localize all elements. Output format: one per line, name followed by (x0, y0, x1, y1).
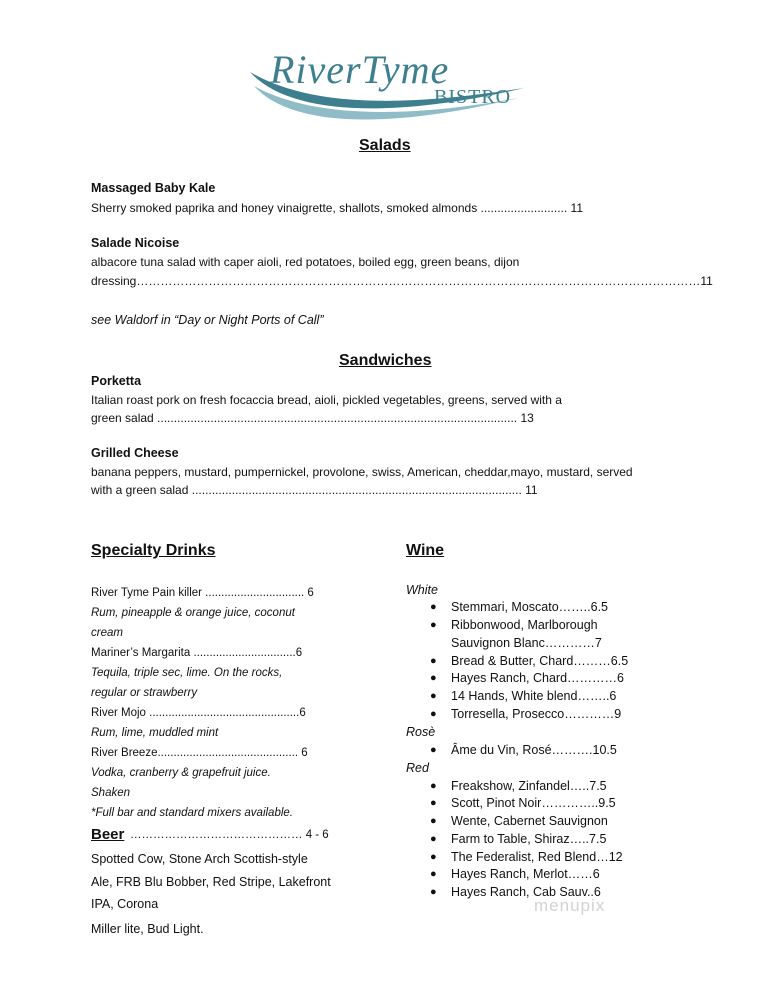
bullet-icon: ● (430, 851, 437, 863)
bullet-icon: ● (430, 690, 437, 702)
sandwiches-title: Sandwiches (339, 352, 432, 369)
drink-line: regular or strawberry (91, 687, 198, 699)
nicoise-desc-1: albacore tuna salad with caper aioli, red potatoes, boiled egg, green beans, dijon (91, 255, 520, 269)
grilled-cheese-desc-1: banana peppers, mustard, pumpernickel, provolone, swiss, American, cheddar,mayo, mustard, served (91, 465, 633, 479)
bullet-icon: ● (430, 797, 437, 809)
bullet-icon: ● (430, 815, 437, 827)
wine-item: Hayes Ranch, Cab Sauv..6 (451, 885, 601, 899)
beer-label: Beer (91, 826, 125, 843)
nicoise-desc-2: dressing……………………………………………………………………………………………………………………………11 (91, 274, 713, 288)
bullet-icon: ● (430, 619, 437, 631)
specialty-drinks-title: Specialty Drinks (91, 542, 216, 559)
nicoise-name: Salade Nicoise (91, 236, 180, 250)
bullet-icon: ● (430, 780, 437, 792)
logo (248, 46, 528, 128)
wine-item: Âme du Vin, Rosé……….10.5 (451, 743, 617, 757)
bullet-icon: ● (430, 601, 437, 613)
porketta-desc-2: green salad ............................................................................................................ 13 (91, 411, 534, 425)
bullet-icon: ● (430, 886, 437, 898)
wine-item: Hayes Ranch, Merlot……6 (451, 867, 600, 881)
bullet-icon: ● (430, 833, 437, 845)
drink-line: *Full bar and standard mixers available. (91, 807, 293, 819)
beer-list-line: Miller lite, Bud Light. (91, 922, 204, 936)
salads-title: Salads (359, 137, 411, 154)
menupix-watermark: menupix (534, 896, 606, 915)
beer-list-line: Ale, FRB Blu Bobber, Red Stripe, Lakefront (91, 875, 331, 889)
beer-list-line: IPA, Corona (91, 897, 159, 911)
bullet-icon: ● (430, 672, 437, 684)
wine-item: The Federalist, Red Blend…12 (451, 850, 623, 864)
bullet-icon: ● (430, 655, 437, 667)
wine-item: Torresella, Prosecco…………9 (451, 707, 622, 721)
grilled-cheese-desc-2: with a green salad ................................................................................................... 11 (91, 483, 538, 497)
red-wine-label: Red (406, 761, 429, 775)
grilled-cheese-name: Grilled Cheese (91, 446, 179, 460)
wine-item: Wente, Cabernet Sauvignon (451, 814, 608, 828)
drink-line: River Tyme Pain killer ............................... 6 (91, 587, 314, 599)
rose-wine-label: Rosè (406, 725, 436, 739)
logo-subtitle: BISTRO (434, 86, 512, 108)
beer-price: ……………………………………… 4 - 6 (130, 829, 329, 841)
wine-item: Ribbonwood, Marlborough (451, 618, 598, 632)
bullet-icon: ● (430, 708, 437, 720)
drink-line: cream (91, 627, 123, 639)
wine-title: Wine (406, 542, 445, 559)
white-wine-label: White (406, 583, 438, 597)
drink-line: Rum, lime, muddled mint (91, 727, 219, 739)
wine-item: Scott, Pinot Noir…………..9.5 (451, 796, 616, 810)
porketta-desc-1: Italian roast pork on fresh focaccia bread, aioli, pickled vegetables, greens, served with a (91, 393, 562, 407)
waldorf-note: see Waldorf in “Day or Night Ports of Call” (91, 313, 324, 327)
logo-name: RiverTyme (270, 47, 450, 92)
beer-list-line: Spotted Cow, Stone Arch Scottish-style (91, 852, 308, 866)
porketta-name: Porketta (91, 374, 142, 388)
drink-line: River Mojo ...............................................6 (91, 707, 306, 719)
wine-item: Farm to Table, Shiraz…..7.5 (451, 832, 607, 846)
drink-line: Shaken (91, 787, 131, 799)
kale-name: Massaged Baby Kale (91, 181, 216, 195)
wine-item-continued: Sauvignon Blanc…………7 (451, 636, 602, 650)
bullet-icon: ● (430, 868, 437, 880)
kale-desc: Sherry smoked paprika and honey vinaigrette, shallots, smoked almonds .......................... 11 (91, 201, 584, 215)
wine-item: Bread & Butter, Chard………6.5 (451, 654, 629, 668)
wine-item: 14 Hands, White blend……..6 (451, 689, 617, 703)
wine-item: Stemmari, Moscato……..6.5 (451, 600, 608, 614)
drink-line: Mariner’s Margarita ................................6 (91, 647, 303, 659)
bullet-icon: ● (430, 744, 437, 756)
drink-line: Vodka, cranberry & grapefruit juice. (91, 767, 271, 779)
drink-line: River Breeze............................................ 6 (91, 747, 308, 759)
drink-line: Tequila, triple sec, lime. On the rocks, (91, 667, 283, 679)
wine-item: Hayes Ranch, Chard…………6 (451, 671, 624, 685)
drink-line: Rum, pineapple & orange juice, coconut (91, 607, 295, 619)
wine-item: Freakshow, Zinfandel…..7.5 (451, 779, 607, 793)
